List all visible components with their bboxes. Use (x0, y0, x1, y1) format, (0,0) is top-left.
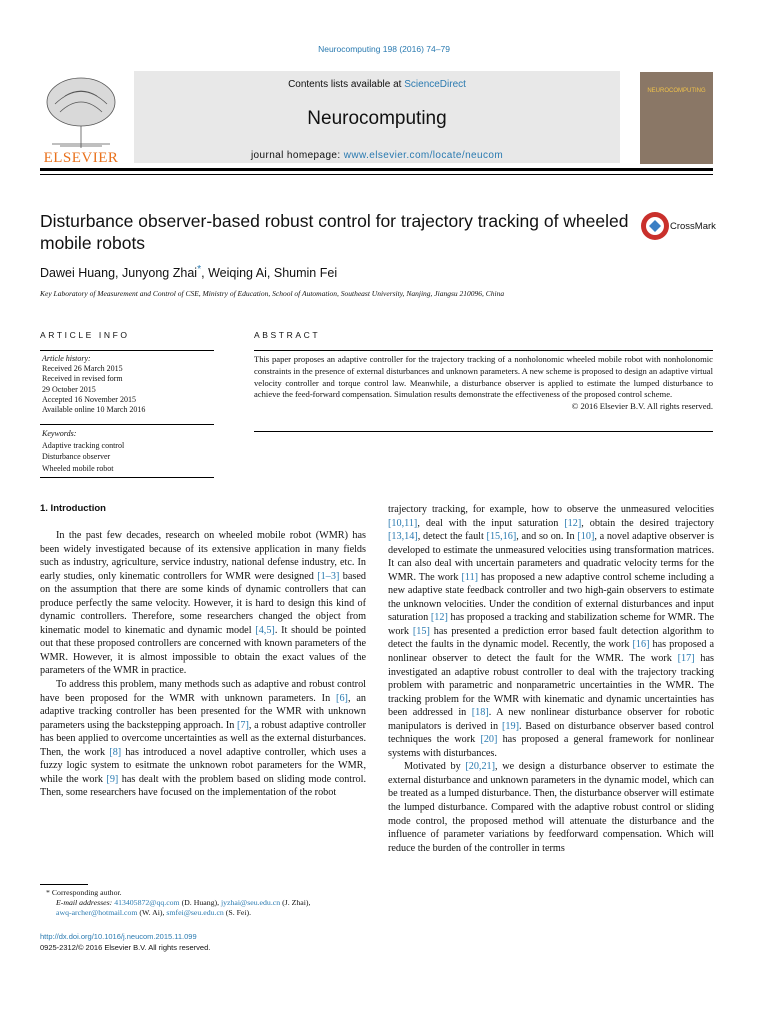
history-list (42, 364, 145, 415)
email-link[interactable]: smfei@seu.edu.cn (166, 908, 224, 917)
abstract-body (254, 354, 713, 413)
author-name: Dawei Huang (40, 266, 116, 281)
email-owner: (D. Huang), (179, 898, 221, 907)
email-link[interactable]: jyzhai@seu.edu.cn (220, 898, 281, 907)
body-paragraph (388, 760, 714, 855)
article-history (42, 354, 145, 415)
header-rule (40, 168, 713, 171)
email-link[interactable]: 413405872@qq.com (114, 898, 180, 907)
author-name: Weiqing Ai (208, 266, 267, 281)
citation-link[interactable]: [10] (577, 531, 595, 543)
abstract-heading: ABSTRACT (254, 330, 321, 340)
body-paragraph (40, 678, 366, 800)
email-link[interactable]: awq-archer@hotmail.com (56, 908, 138, 917)
citation-link[interactable]: [7] (237, 719, 249, 731)
body-text: has proposed a general framework for nonlinear systems with disturbances. (388, 734, 715, 759)
history-entry: Received in revised form (42, 374, 123, 384)
history-entry: Received 26 March 2015 (42, 364, 123, 374)
body-text: . Based on disturbance observer based control techniques the work (388, 720, 714, 746)
body-text: has proposed a tracking and stabilization scheme for WMR. The work (388, 612, 714, 637)
footnote-rule (40, 884, 88, 885)
citation-link[interactable]: [4,5] (255, 624, 275, 636)
body-column-left (40, 529, 366, 800)
body-text: , obtain the desired trajectory (581, 517, 715, 529)
citation-link[interactable]: [19] (502, 720, 519, 732)
citation-link[interactable]: [8] (109, 746, 122, 758)
body-text: To address this problem, many methods such as adaptive and robust control have been proposed for the WMR with unknown parameters. In (40, 679, 366, 704)
sciencedirect-link[interactable]: ScienceDirect (404, 79, 466, 90)
homepage-link[interactable]: www.elsevier.com/locate/neucom (343, 150, 504, 161)
body-text: , an adaptive tracking controller has been presented for the WMR with unknown parameters using the backstepping approach. In (40, 692, 366, 731)
journal-homepage-line (134, 150, 620, 161)
abstract-text: This paper proposes an adaptive controller for the trajectory tracking of a nonholonomic wheeled mobile robot with nonholonomic constraints in the presence of external disturbances and unknown parameters. A new scheme is proposed to design an adaptive virtual velocity controller and torque control law. Meanwhile, a disturbance observer is applied to estimate the lumped disturbance to achieve the feed-forward compensation. Simulation results demonstrate the effectiveness of the proposed control scheme. (254, 354, 713, 400)
email-owner: (J. Zhai), (280, 898, 311, 907)
citation-link[interactable]: [12] (564, 517, 582, 529)
elsevier-logo-text: ELSEVIER (43, 150, 119, 166)
doi-link[interactable]: http://dx.doi.org/10.1016/j.neucom.2015.11.099 (40, 932, 197, 941)
body-text: , a robust adaptive controller has been applied to overcome uncertainties as well as the external disturbances. Then, the work (40, 719, 367, 758)
history-entry: Available online 10 March 2016 (42, 405, 146, 415)
citation-link[interactable]: [9] (106, 773, 119, 785)
email-label: E-mail addresses: (56, 898, 115, 907)
citation-link[interactable]: [18] (471, 707, 489, 719)
keywords-label: Keywords: (42, 429, 77, 438)
article-info-heading: ARTICLE INFO (40, 330, 130, 340)
body-text: has proposed a nonlinear observer to detect the fault for the WMR. The work (388, 639, 714, 665)
body-text: has dealt with the problem based on sliding mode control. Then, some researchers have focused on the implementation of the robot (40, 773, 366, 799)
affiliation: Key Laboratory of Measurement and Control of CSE, Ministry of Education, School of Automation, Southeast University, Nanjing, Jiangsu 210096, China (40, 289, 505, 298)
crossmark-label[interactable]: CrossMark (670, 221, 716, 232)
keyword: Adaptive tracking control (42, 440, 125, 450)
body-text: , deal with the input saturation (417, 517, 565, 529)
body-text: , a novel adaptive observer is developed to estimate the unmeasured velocities using transformation matrices. It can also deal with uncertain parameters and quadratic velocity terms for the WMR. The work (388, 531, 714, 583)
header-rule-thin (40, 174, 713, 175)
keyword: Disturbance observer (42, 452, 111, 461)
citation-link[interactable]: [20] (480, 734, 498, 746)
citation-link[interactable]: [10,11] (388, 517, 418, 529)
author-name: Junyong Zhai (122, 266, 198, 281)
journal-title: Neurocomputing (307, 108, 447, 129)
cover-title: NEUROCOMPUTING (647, 88, 706, 94)
keyword-list (42, 440, 124, 475)
author-list: Dawei Huang, Junyong Zhai*, Weiqing Ai, Shumin Fei (40, 264, 338, 281)
history-label: Article history: (42, 354, 91, 363)
body-text: based on the assumption that there are some kinds of dynamic controllers that can produce perfectly the same velocity. However, it is hard to design this kind of dynamic controllers. Therefore, some researchers changed the object from kinematic model to kinematic and dynamic model (40, 570, 366, 636)
footnote (40, 888, 310, 918)
journal-reference-link[interactable]: Neurocomputing 198 (2016) 74–79 (318, 44, 450, 54)
corresponding-author-mark[interactable]: * (197, 264, 202, 275)
body-text: has presented a prediction error based fault detection algorithm to detect the faults in the dynamic model. Recently, the work (388, 625, 715, 651)
body-text: , we design a disturbance observer to estimate the external disturbance and unknown parameters in the dynamic model, which can be treated as a lumped disturbance. Then, the disturbance observer will estimate the lumped disturbance. Compared with the adaptive robust control or sliding mode control, the proposed method will attenuate the disturbance and the influence of parameter variations by feedforward compensation. Which will reduce the burden of the controller in terms (388, 761, 714, 854)
body-text: Motivated by (404, 761, 466, 773)
body-text: has investigated an adaptive robust controller to deal with the trajectory tracking problem with parametric and nonparametric uncertainties in the WMR. The tracking problem for the WMR with kinematic and dynamic uncertainties has been addressed in (388, 653, 714, 719)
history-entry: 29 October 2015 (42, 384, 96, 394)
abstract-copyright: © 2016 Elsevier B.V. All rights reserved. (571, 401, 713, 412)
corresponding-author-note: * Corresponding author. (46, 888, 122, 897)
keywords (42, 428, 124, 474)
abstract-rule (254, 431, 713, 432)
history-entry: Accepted 16 November 2015 (42, 394, 136, 404)
citation-link[interactable]: [11] (461, 571, 479, 583)
body-paragraph (40, 529, 366, 678)
body-paragraph (388, 503, 714, 760)
body-text: . It should be pointed out that these proposed controllers are concerned with known parameters of the WMR. However, it is almost impossible to obtain the exact values of the parameters of the WMR in practice. (40, 624, 366, 677)
section-heading-introduction: 1. Introduction (40, 503, 106, 514)
body-text: . A new nonlinear disturbance observer for robotic manipulators is derived in (388, 707, 714, 732)
author-name: Shumin Fei (273, 266, 338, 281)
paper-title: Disturbance observer-based robust control for trajectory tracking of wheeled mobile robots (40, 211, 629, 253)
citation-link[interactable]: [12] (430, 612, 448, 624)
issn-line: 0925-2312/© 2016 Elsevier B.V. All rights reserved. (40, 942, 211, 952)
article-info-rule (40, 477, 214, 478)
citation-link[interactable]: [20,21] (465, 761, 496, 773)
citation-link[interactable]: [15,16] (486, 531, 517, 543)
article-info-rule (40, 350, 214, 351)
journal-cover-image (640, 72, 713, 164)
body-text: , and so on. In (516, 531, 578, 543)
body-text: In the past few decades, research on wheeled mobile robot (WMR) has been widely investigated because of its extensive application in many fields such as industry, agriculture, service industry, national defense industry, etc. In early studies, only kinematic controllers for WMR were designed (40, 530, 366, 582)
citation-link[interactable]: [17] (677, 653, 695, 665)
body-text: has introduced a novel adaptive controller, which uses a fuzzy logic system to esitmate the unknown robot parameters for the WMR, while the work (40, 746, 366, 785)
email-addresses (40, 898, 310, 918)
homepage-prefix: journal homepage: (250, 150, 344, 161)
doi-block (40, 932, 210, 953)
email-owner: (W. Ai), (137, 908, 167, 917)
email-owner: (S. Fei). (223, 908, 252, 917)
citation-link[interactable]: [13,14] (388, 531, 418, 543)
body-column-right (388, 503, 714, 855)
article-info-rule (40, 424, 214, 425)
contents-prefix: Contents lists available at (288, 79, 405, 90)
body-text: , detect the fault (417, 531, 487, 543)
abstract-rule (254, 350, 713, 351)
keyword: Wheeled mobile robot (42, 463, 114, 473)
contents-line (134, 79, 620, 90)
citation-link[interactable]: [15] (412, 625, 430, 637)
citation-link[interactable]: [1–3] (317, 570, 340, 582)
crossmark-icon[interactable] (640, 211, 670, 241)
citation-link[interactable]: [16] (632, 639, 650, 651)
citation-link[interactable]: [6] (336, 692, 348, 704)
body-text: has proposed a new adaptive control scheme including a new adaptive state feedback controller and two high-gain observers to estimate the unknown velocities. Under the condition of external disturbances and input saturation (388, 571, 714, 624)
body-text: trajectory tracking, for example, how to observe the unmeasured velocities (388, 504, 714, 515)
